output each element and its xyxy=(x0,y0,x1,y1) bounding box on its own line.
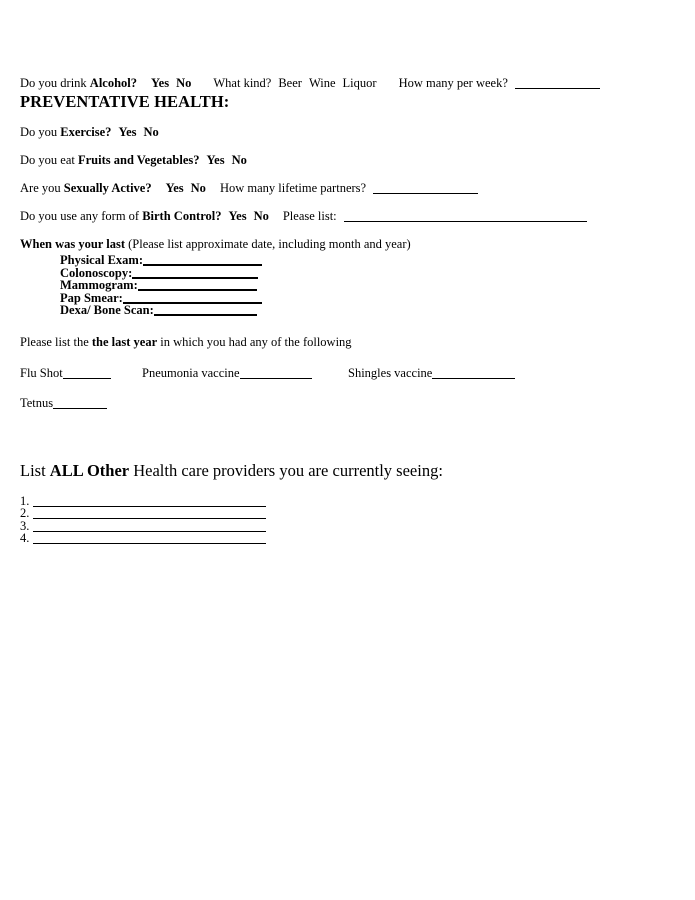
alcohol-no-option[interactable]: No xyxy=(176,76,192,90)
question-exercise xyxy=(20,125,675,140)
birth-control-yes-option[interactable]: Yes xyxy=(228,209,247,223)
provider-row-1 xyxy=(20,495,675,507)
last-exam-blank-pap-smear[interactable] xyxy=(123,292,262,304)
last-year-bold: the last year xyxy=(91,334,158,349)
provider-blank-3[interactable] xyxy=(33,521,266,532)
alcohol-option-beer[interactable]: Beer xyxy=(278,76,302,90)
last-exam-label-mammogram: Mammogram: xyxy=(60,278,138,293)
birth-control-no-option[interactable]: No xyxy=(253,209,269,223)
vaccine-row-primary xyxy=(20,366,675,382)
fruits-yes-option[interactable]: Yes xyxy=(206,153,225,167)
question-sexually-active xyxy=(20,181,675,196)
vaccine-field-pneumonia xyxy=(142,366,312,381)
last-exam-row-physical xyxy=(60,254,675,267)
last-exam-blank-physical[interactable] xyxy=(143,254,262,266)
providers-heading-bold: ALL Other xyxy=(49,460,130,480)
alcohol-per-week-blank[interactable] xyxy=(515,78,600,89)
vaccine-field-shingles xyxy=(348,366,515,381)
last-exam-list xyxy=(60,254,675,317)
birth-control-topic: Birth Control? xyxy=(142,209,222,223)
alcohol-yes-option[interactable]: Yes xyxy=(151,76,170,90)
question-birth-control xyxy=(20,209,675,224)
last-exam-blank-mammogram[interactable] xyxy=(138,279,257,291)
birth-control-please-list-blank[interactable] xyxy=(344,211,587,222)
alcohol-what-kind-label: What kind? xyxy=(213,76,272,90)
vaccine-blank-shingles[interactable] xyxy=(432,368,515,379)
lifetime-partners-blank[interactable] xyxy=(373,183,478,194)
vaccine-blank-tetnus[interactable] xyxy=(53,398,107,409)
exercise-yes-option[interactable]: Yes xyxy=(118,125,137,139)
provider-number-3: 3. xyxy=(20,518,30,533)
sexually-active-no-option[interactable]: No xyxy=(190,181,206,195)
fruits-prefix: Do you eat xyxy=(20,153,78,167)
provider-number-1: 1. xyxy=(20,493,30,508)
vaccine-blank-flu-shot[interactable] xyxy=(63,368,111,379)
when-was-your-last-bold: When was your last xyxy=(20,237,125,251)
provider-row-4 xyxy=(20,532,675,544)
vaccine-label-pneumonia: Pneumonia vaccine xyxy=(142,365,240,380)
fruits-no-option[interactable]: No xyxy=(231,153,247,167)
question-fruits-vegetables xyxy=(20,153,675,168)
section-heading-preventative-health: PREVENTATIVE HEALTH: xyxy=(20,92,230,111)
sexually-active-topic: Sexually Active? xyxy=(63,181,152,195)
last-exam-label-colonoscopy: Colonoscopy: xyxy=(60,265,133,280)
provider-row-2 xyxy=(20,507,675,519)
last-exam-label-pap-smear: Pap Smear: xyxy=(60,290,123,305)
vaccine-label-flu-shot: Flu Shot xyxy=(20,365,63,380)
vaccine-label-shingles: Shingles vaccine xyxy=(348,365,433,380)
birth-control-please-list-label: Please list: xyxy=(282,209,337,223)
provider-number-4: 4. xyxy=(20,531,30,546)
sexually-active-prefix: Are you xyxy=(20,181,64,195)
form-content xyxy=(20,76,675,545)
vaccine-row-tetnus xyxy=(20,396,675,411)
provider-blank-2[interactable] xyxy=(33,508,266,519)
fruits-topic: Fruits and Vegetables? xyxy=(77,153,200,167)
vaccine-field-flu-shot xyxy=(20,366,111,381)
last-exam-blank-colonoscopy[interactable] xyxy=(132,267,258,279)
vaccine-blank-pneumonia[interactable] xyxy=(240,368,312,379)
provider-blank-4[interactable] xyxy=(33,533,266,544)
last-exam-row-mammogram xyxy=(60,279,675,292)
providers-heading-suffix: Health care providers you are currently seeing: xyxy=(129,460,443,480)
providers-heading xyxy=(20,461,675,481)
last-year-prefix: Please list the xyxy=(20,334,92,349)
last-year-instruction xyxy=(20,335,675,350)
alcohol-prefix: Do you drink xyxy=(20,76,90,90)
alcohol-topic: Alcohol? xyxy=(89,76,138,90)
alcohol-per-week-label: How many per week? xyxy=(398,76,508,90)
exercise-topic: Exercise? xyxy=(60,125,112,139)
exercise-no-option[interactable]: No xyxy=(143,125,159,139)
birth-control-prefix: Do you use any form of xyxy=(20,209,143,223)
sexually-active-yes-option[interactable]: Yes xyxy=(165,181,184,195)
providers-list xyxy=(20,495,675,545)
exercise-prefix: Do you xyxy=(20,125,61,139)
last-exam-label-physical: Physical Exam: xyxy=(60,253,143,267)
alcohol-option-liquor[interactable]: Liquor xyxy=(342,76,377,90)
last-exam-label-dexa-bone-scan: Dexa/ Bone Scan: xyxy=(60,303,154,318)
provider-number-2: 2. xyxy=(20,506,30,521)
last-exam-row-colonoscopy xyxy=(60,267,675,280)
question-alcohol xyxy=(20,76,675,91)
last-exam-blank-dexa-bone-scan[interactable] xyxy=(154,304,257,316)
when-was-your-last-heading xyxy=(20,237,675,252)
lifetime-partners-label: How many lifetime partners? xyxy=(219,181,367,195)
alcohol-option-wine[interactable]: Wine xyxy=(308,76,336,90)
last-year-suffix: in which you had any of the following xyxy=(157,334,352,349)
vaccine-label-tetnus: Tetnus xyxy=(20,395,54,410)
providers-heading-prefix: List xyxy=(20,460,50,480)
when-was-your-last-rest: (Please list approximate date, including month and year) xyxy=(125,237,411,251)
provider-blank-1[interactable] xyxy=(33,496,266,507)
last-exam-row-dexa-bone-scan xyxy=(60,304,675,317)
provider-row-3 xyxy=(20,520,675,532)
